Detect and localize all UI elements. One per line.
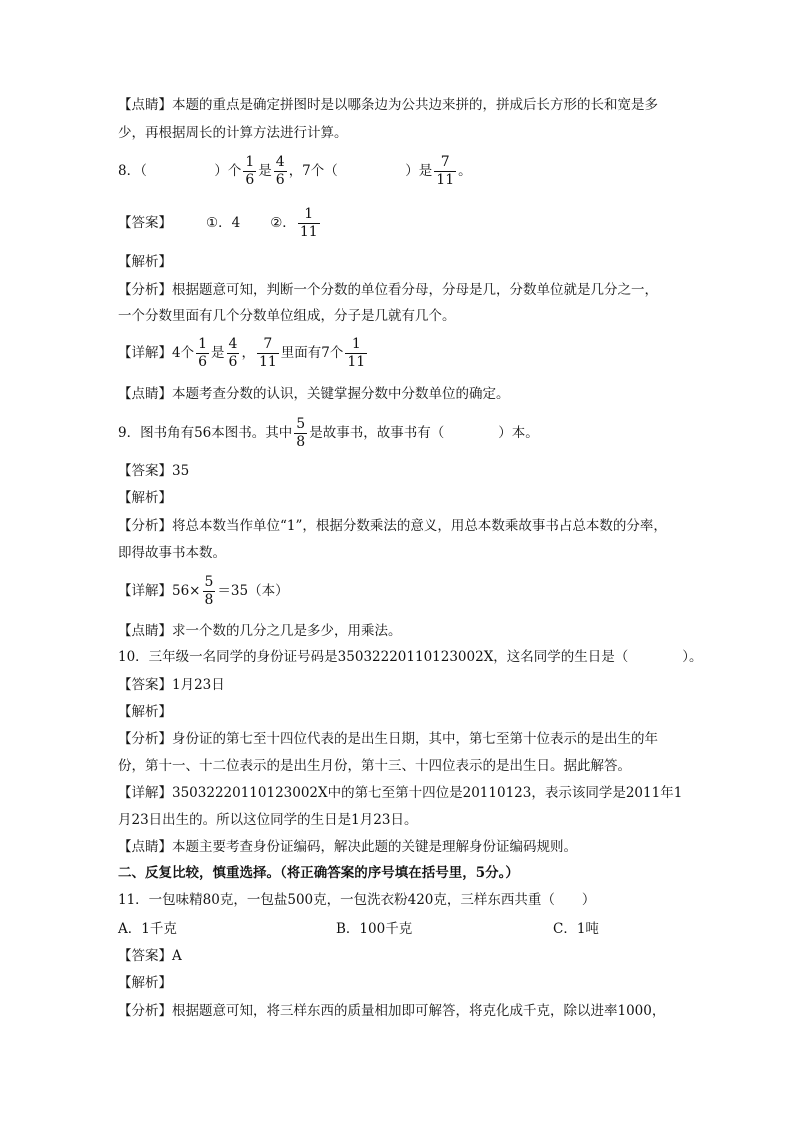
text: 4个 bbox=[172, 345, 195, 361]
analysis-text: 根据题意可知，判断一个分数的单位看分母，分母是几，分数单位就是几分之一， bbox=[172, 282, 658, 298]
answer-2: ②． bbox=[270, 215, 296, 231]
detail-text: 月23日出生的。所以这位同学的生日是1月23日。 bbox=[118, 812, 418, 828]
answer-blank: （ ） bbox=[140, 163, 228, 179]
denominator: 6 bbox=[275, 172, 285, 188]
q9-tip bbox=[118, 622, 402, 640]
tip-text: 本题考查分数的认识，关键掌握分数中分数单位的确定。 bbox=[172, 386, 510, 402]
text: 。 bbox=[458, 163, 472, 179]
q8-tip bbox=[118, 385, 510, 403]
q9-analysis-1 bbox=[118, 517, 667, 535]
numerator: 5 bbox=[204, 574, 214, 590]
text: 是 bbox=[211, 345, 225, 361]
q8-question bbox=[118, 154, 472, 189]
fraction bbox=[434, 154, 456, 189]
fraction bbox=[257, 336, 279, 371]
text: 个 bbox=[227, 163, 242, 179]
text: 图书角有56本图书。其中 bbox=[140, 425, 293, 441]
analysis-label: 【分析】 bbox=[118, 1003, 172, 1019]
analysis-label: 【分析】 bbox=[118, 282, 172, 298]
q10-analysis-2 bbox=[118, 757, 631, 775]
tip-text: 求一个数的几分之几是多少，用乘法。 bbox=[172, 623, 402, 639]
q10-jiexi: 【解析】 bbox=[118, 704, 172, 720]
analysis-text: 身份证的第七至十四位代表的是出生日期，其中，第七至第十位表示的是出生的年 bbox=[172, 731, 658, 747]
numerator: 1 bbox=[351, 336, 361, 352]
q11-question: 11．一包味精80克，一包盐500克，一包洗衣粉420克，三样东西共重（ ） bbox=[118, 892, 596, 908]
q9-question bbox=[118, 416, 539, 451]
detail-label: 【详解】 bbox=[118, 785, 172, 801]
answer-value: 35 bbox=[172, 463, 190, 479]
fraction bbox=[203, 574, 216, 609]
answer-label: 【答案】 bbox=[118, 215, 172, 231]
q8-detail bbox=[118, 336, 369, 371]
answer-label: 【答案】 bbox=[118, 463, 172, 479]
denominator: 11 bbox=[436, 172, 455, 188]
denominator: 8 bbox=[296, 434, 306, 450]
tip-label: 【点睛】 bbox=[118, 623, 172, 639]
denominator: 6 bbox=[228, 354, 238, 370]
fraction bbox=[345, 336, 367, 371]
fraction bbox=[196, 336, 209, 371]
question-number: 8． bbox=[118, 163, 141, 179]
q10-answer bbox=[118, 676, 225, 694]
q9-answer bbox=[118, 462, 189, 480]
tip-label: 【点睛】 bbox=[118, 97, 172, 113]
answer-value: A bbox=[172, 948, 182, 964]
denominator: 11 bbox=[258, 354, 277, 370]
fraction bbox=[227, 336, 240, 371]
fraction bbox=[294, 416, 307, 451]
text: 是 bbox=[258, 163, 272, 179]
answer-label: 【答案】 bbox=[118, 948, 172, 964]
tip-text: 少，再根据周长的计算方法进行计算。 bbox=[118, 125, 348, 141]
q10-analysis-1 bbox=[118, 730, 658, 748]
q11-analysis-1 bbox=[118, 1002, 665, 1020]
numerator: 1 bbox=[304, 206, 314, 222]
q7-tip-line-1 bbox=[118, 96, 658, 114]
analysis-text: 即得故事书本数。 bbox=[118, 545, 226, 561]
detail-text: 35032220110123002X中的第七至第十四位是20110123，表示该同学是2011年1 bbox=[172, 785, 683, 801]
q10-tip bbox=[118, 838, 577, 856]
answer-label: 【答案】 bbox=[118, 677, 172, 693]
analysis-text: 根据题意可知，将三样东西的质量相加即可解答，将克化成千克，除以进率1000， bbox=[172, 1003, 666, 1019]
q8-analysis-2 bbox=[118, 307, 456, 325]
tip-label: 【点睛】 bbox=[118, 386, 172, 402]
analysis-label: 【分析】 bbox=[118, 731, 172, 747]
analysis-text: 将总本数当作单位“1”，根据分数乘法的意义，用总本数乘故事书占总本数的分率， bbox=[172, 518, 667, 534]
q11-jiexi: 【解析】 bbox=[118, 975, 172, 991]
analysis-text: 一个分数里面有几个分数单位组成，分子是几就有几个。 bbox=[118, 308, 456, 324]
text: ， bbox=[241, 345, 255, 361]
numerator: 4 bbox=[228, 336, 238, 352]
answer-blank: （ ） bbox=[324, 163, 419, 179]
q10-detail-1 bbox=[118, 784, 682, 802]
text: 里面有7个 bbox=[280, 345, 344, 361]
q11-answer bbox=[118, 947, 182, 965]
q9-detail bbox=[118, 574, 289, 609]
q11-option-c: C．1吨 bbox=[553, 921, 599, 937]
tip-label: 【点睛】 bbox=[118, 839, 172, 855]
answer-value: 1月23日 bbox=[172, 677, 225, 693]
fraction bbox=[243, 154, 256, 189]
denominator: 11 bbox=[299, 224, 318, 240]
text: ＝35（本） bbox=[217, 583, 289, 599]
text: ，7个 bbox=[288, 163, 325, 179]
numerator: 5 bbox=[296, 416, 306, 432]
detail-label: 【详解】 bbox=[118, 345, 172, 361]
q10-detail-2 bbox=[118, 811, 417, 829]
question-number: 9． bbox=[118, 425, 141, 441]
detail-label: 【详解】 bbox=[118, 583, 172, 599]
q8-jiexi: 【解析】 bbox=[118, 254, 172, 270]
text: 是 bbox=[418, 163, 433, 179]
answer-1: ①．4 bbox=[206, 215, 241, 231]
numerator: 7 bbox=[263, 336, 273, 352]
q8-answer bbox=[118, 206, 322, 241]
tip-text: 本题主要考查身份证编码，解决此题的关键是理解身份证编码规则。 bbox=[172, 839, 577, 855]
denominator: 8 bbox=[204, 592, 214, 608]
tip-text: 本题的重点是确定拼图时是以哪条边为公共边来拼的，拼成后长方形的长和宽是多 bbox=[172, 97, 658, 113]
analysis-label: 【分析】 bbox=[118, 518, 172, 534]
text: 56× bbox=[172, 583, 201, 599]
q7-tip-line-2 bbox=[118, 124, 348, 142]
q8-analysis-1 bbox=[118, 281, 658, 299]
q11-option-b: B．100千克 bbox=[336, 921, 413, 937]
q9-analysis-2 bbox=[118, 544, 226, 562]
numerator: 7 bbox=[440, 154, 450, 170]
q9-jiexi: 【解析】 bbox=[118, 490, 172, 506]
section-heading: 二、反复比较，慎重选择。（将正确答案的序号填在括号里，5分。） bbox=[118, 865, 519, 881]
text: 是故事书，故事书有（ ）本。 bbox=[309, 425, 539, 441]
numerator: 1 bbox=[245, 154, 255, 170]
q10-question: 10．三年级一名同学的身份证号码是35032220110123002X，这名同学的生日是（ ）。 bbox=[118, 649, 703, 665]
analysis-text: 份，第十一、十二位表示的是出生月份，第十三、十四位表示的是出生日。据此解答。 bbox=[118, 758, 631, 774]
denominator: 6 bbox=[198, 354, 208, 370]
numerator: 4 bbox=[275, 154, 285, 170]
fraction bbox=[298, 206, 320, 241]
q11-option-a: A．1千克 bbox=[118, 921, 177, 937]
denominator: 6 bbox=[245, 172, 255, 188]
denominator: 11 bbox=[347, 354, 366, 370]
fraction bbox=[274, 154, 287, 189]
numerator: 1 bbox=[198, 336, 208, 352]
